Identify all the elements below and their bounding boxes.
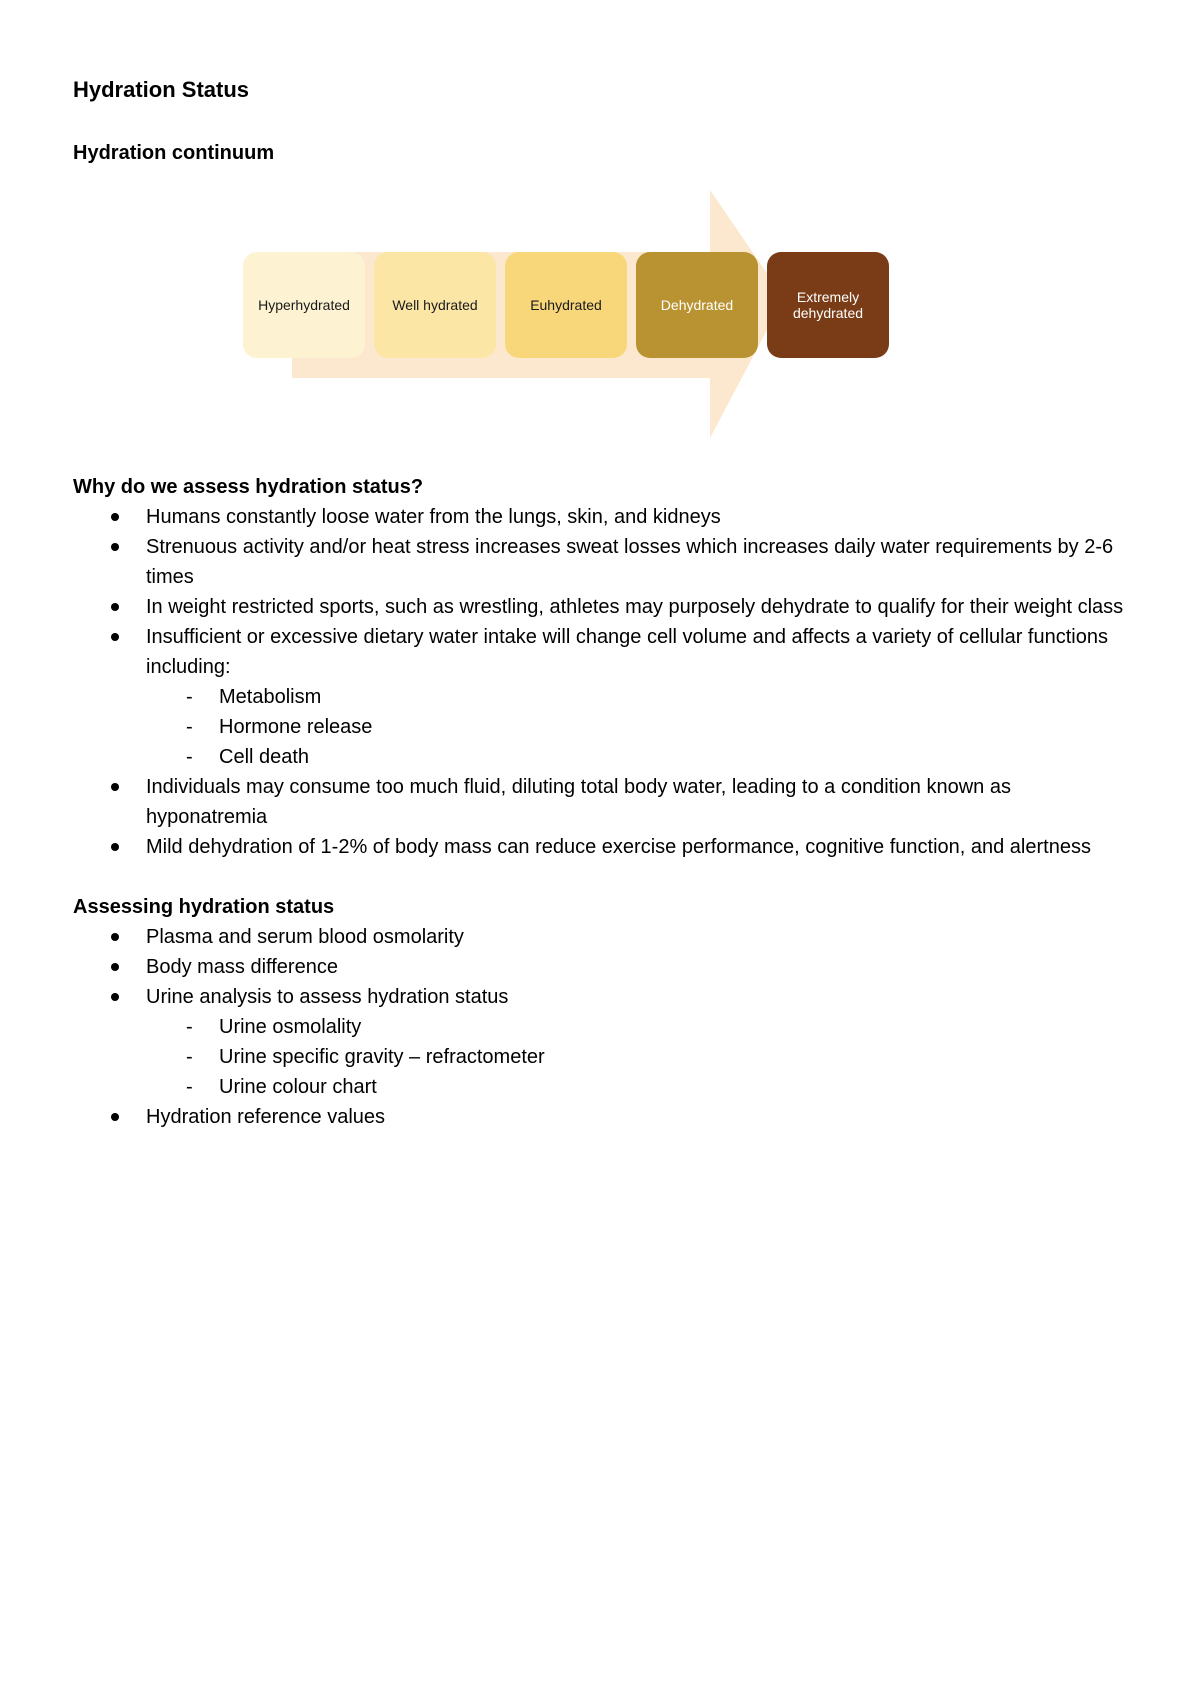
why-bullet-list	[73, 502, 1133, 862]
dash-bullet-icon: -	[186, 1046, 193, 1068]
list-item	[73, 622, 1133, 682]
list-item	[73, 502, 1133, 532]
list-item	[73, 1102, 1133, 1132]
list-item	[73, 832, 1133, 862]
dash-bullet-icon: -	[186, 1016, 193, 1038]
sub-list-item-text: Urine colour chart	[219, 1076, 377, 1098]
bullet-icon	[111, 933, 119, 941]
stage-box: Euhydrated	[505, 252, 627, 358]
list-item-text: Individuals may consume too much fluid, diluting total body water, leading to a condition known as hyponatremia	[146, 776, 1011, 828]
sub-list-container	[73, 682, 1133, 772]
list-item-text: Insufficient or excessive dietary water intake will change cell volume and affects a variety of cellular functions including:	[146, 626, 1108, 678]
why-heading: Why do we assess hydration status?	[73, 476, 424, 498]
list-item-text: In weight restricted sports, such as wrestling, athletes may purposely dehydrate to qualify for their weight class	[146, 596, 1124, 618]
sub-list-item	[146, 682, 1133, 712]
assess-bullet-list	[73, 922, 1133, 1132]
list-item	[73, 532, 1133, 592]
list-item-text: Plasma and serum blood osmolarity	[146, 926, 464, 948]
dash-bullet-icon: -	[186, 716, 193, 738]
list-item-text: Urine analysis to assess hydration status	[146, 986, 509, 1008]
page-title: Hydration Status	[73, 77, 250, 102]
sub-list-item	[146, 1042, 1133, 1072]
stage-box: Well hydrated	[374, 252, 496, 358]
continuum-heading: Hydration continuum	[73, 142, 275, 164]
sub-list-container	[73, 1012, 1133, 1102]
dash-bullet-icon: -	[186, 1076, 193, 1098]
list-item	[73, 982, 1133, 1012]
bullet-icon	[111, 513, 119, 521]
hydration-continuum-diagram	[73, 168, 1133, 468]
dash-bullet-icon: -	[186, 686, 193, 708]
bullet-icon	[111, 843, 119, 851]
sub-bullet-list	[146, 1012, 1133, 1102]
list-item-text: Body mass difference	[146, 956, 338, 978]
list-item-text: Strenuous activity and/or heat stress increases sweat losses which increases daily water requirements by 2-6 times	[146, 536, 1114, 588]
bullet-icon	[111, 783, 119, 791]
sub-list-item	[146, 712, 1133, 742]
dash-bullet-icon: -	[186, 746, 193, 768]
sub-bullet-list	[146, 682, 1133, 772]
list-item	[73, 592, 1133, 622]
bullet-icon	[111, 963, 119, 971]
list-item-text: Humans constantly loose water from the lungs, skin, and kidneys	[146, 506, 721, 528]
assess-heading: Assessing hydration status	[73, 896, 335, 918]
list-item	[73, 772, 1133, 832]
list-item-text: Hydration reference values	[146, 1106, 386, 1128]
bullet-icon	[111, 633, 119, 641]
bullet-icon	[111, 603, 119, 611]
bullet-icon	[111, 993, 119, 1001]
bullet-icon	[111, 543, 119, 551]
sub-list-item-text: Cell death	[219, 746, 310, 768]
sub-list-item-text: Urine specific gravity – refractometer	[219, 1046, 545, 1068]
stage-box: Dehydrated	[636, 252, 758, 358]
sub-list-item-text: Metabolism	[219, 686, 322, 708]
list-item	[73, 922, 1133, 952]
list-item	[73, 952, 1133, 982]
stage-box: Hyperhydrated	[243, 252, 365, 358]
stage-box: Extremely dehydrated	[767, 252, 889, 358]
sub-list-item	[146, 1012, 1133, 1042]
document-page	[73, 72, 1133, 1132]
sub-list-item	[146, 742, 1133, 772]
sub-list-item	[146, 1072, 1133, 1102]
sub-list-item-text: Hormone release	[219, 716, 373, 738]
bullet-icon	[111, 1113, 119, 1121]
sub-list-item-text: Urine osmolality	[219, 1016, 362, 1038]
list-item-text: Mild dehydration of 1-2% of body mass can reduce exercise performance, cognitive function, and alertness	[146, 836, 1091, 858]
